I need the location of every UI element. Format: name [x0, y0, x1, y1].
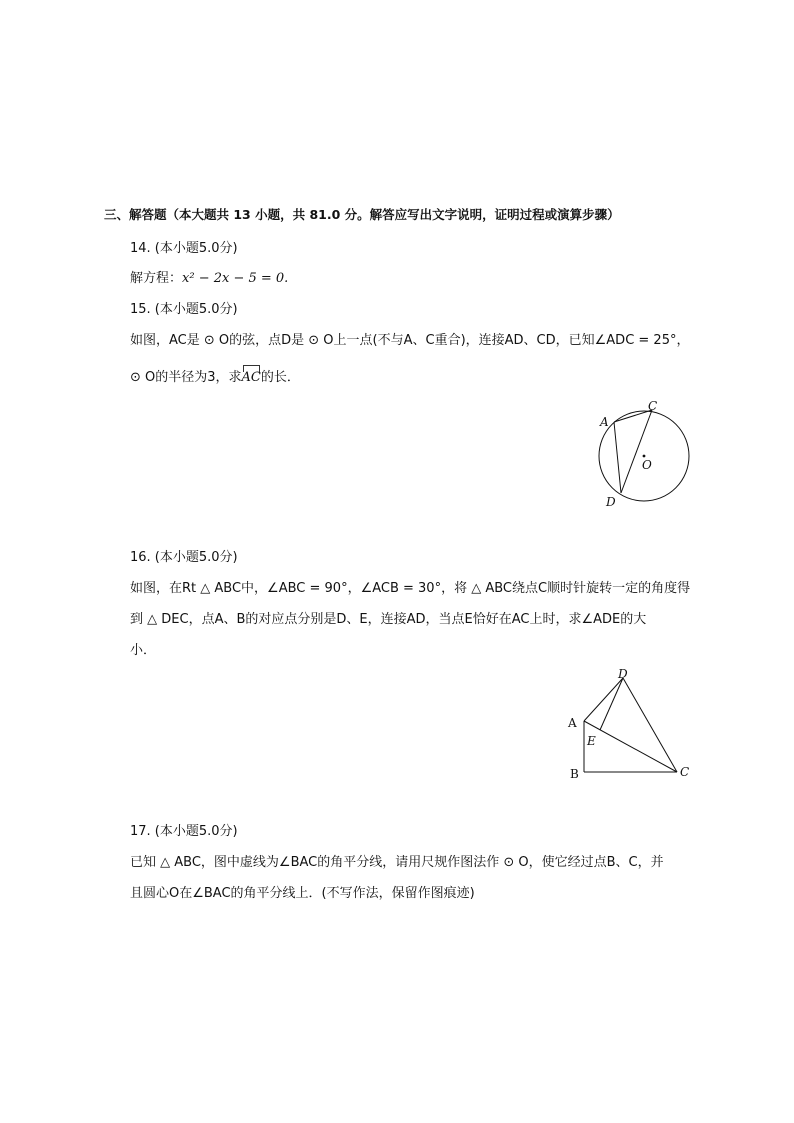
segment-ad	[584, 678, 623, 721]
q14-body	[130, 270, 288, 288]
segment-cd	[621, 410, 652, 493]
arc-ac-label: AC	[241, 370, 261, 385]
segment-ad	[614, 422, 621, 493]
q14-equation: x² − 2x − 5 = 0.	[182, 271, 289, 286]
q16-line3: 小．	[130, 643, 157, 658]
q15-line1: 如图，AC是 ⊙ O的弦，点D是 ⊙ O上一点(不与A、C重合)，连接AD、CD，已知∠ADC = 25°，	[130, 333, 690, 348]
segment-ac	[584, 721, 677, 772]
q17-line1: 已知 △ ABC，图中虚线为∠BAC的角平分线，请用尺规作图法作 ⊙ O，使它经过点B、C，并	[130, 855, 664, 870]
arc-ac-symbol	[242, 369, 261, 387]
label-b: B	[570, 767, 579, 781]
center-point	[643, 455, 646, 458]
segment-dc	[623, 678, 677, 772]
q15-line2	[130, 369, 300, 387]
q16-line2: 到 △ DEC，点A、B的对应点分别是D、E，连接AD，当点E恰好在AC上时，求∠ADE的大	[130, 612, 647, 627]
q17-header: 17. (本小题5.0分)	[130, 824, 238, 839]
label-o: O	[642, 458, 652, 472]
segment-de	[600, 678, 623, 730]
q15-figure	[590, 396, 700, 514]
label-d: D	[618, 667, 628, 681]
q14-header: 14. (本小题5.0分)	[130, 241, 238, 256]
label-c: C	[648, 399, 658, 413]
label-a: A	[600, 415, 609, 429]
q15-line2-suffix: 的长．	[260, 370, 300, 385]
chord-ac	[614, 410, 652, 422]
q16-line1: 如图，在Rt △ ABC中，∠ABC = 90°，∠ACB = 30°，将 △ ABC绕点C顺时针旋转一定的角度得	[130, 581, 691, 596]
label-c: C	[680, 765, 690, 779]
label-d: D	[606, 495, 616, 509]
label-e: E	[587, 734, 596, 748]
section-heading: 三、解答题（本大题共 13 小题，共 81.0 分。解答应写出文字说明，证明过程或演算步骤）	[104, 207, 620, 222]
arc-overline	[243, 365, 260, 372]
q14-text-prefix: 解方程：	[130, 271, 183, 286]
q17-line2: 且圆心O在∠BAC的角平分线上．(不写作法，保留作图痕迹)	[130, 886, 475, 901]
q15-header: 15. (本小题5.0分)	[130, 302, 238, 317]
q16-header: 16. (本小题5.0分)	[130, 550, 238, 565]
label-a: A	[568, 716, 577, 730]
q16-figure	[560, 664, 700, 788]
q15-line2-prefix: ⊙ O的半径为3，求	[130, 370, 242, 385]
